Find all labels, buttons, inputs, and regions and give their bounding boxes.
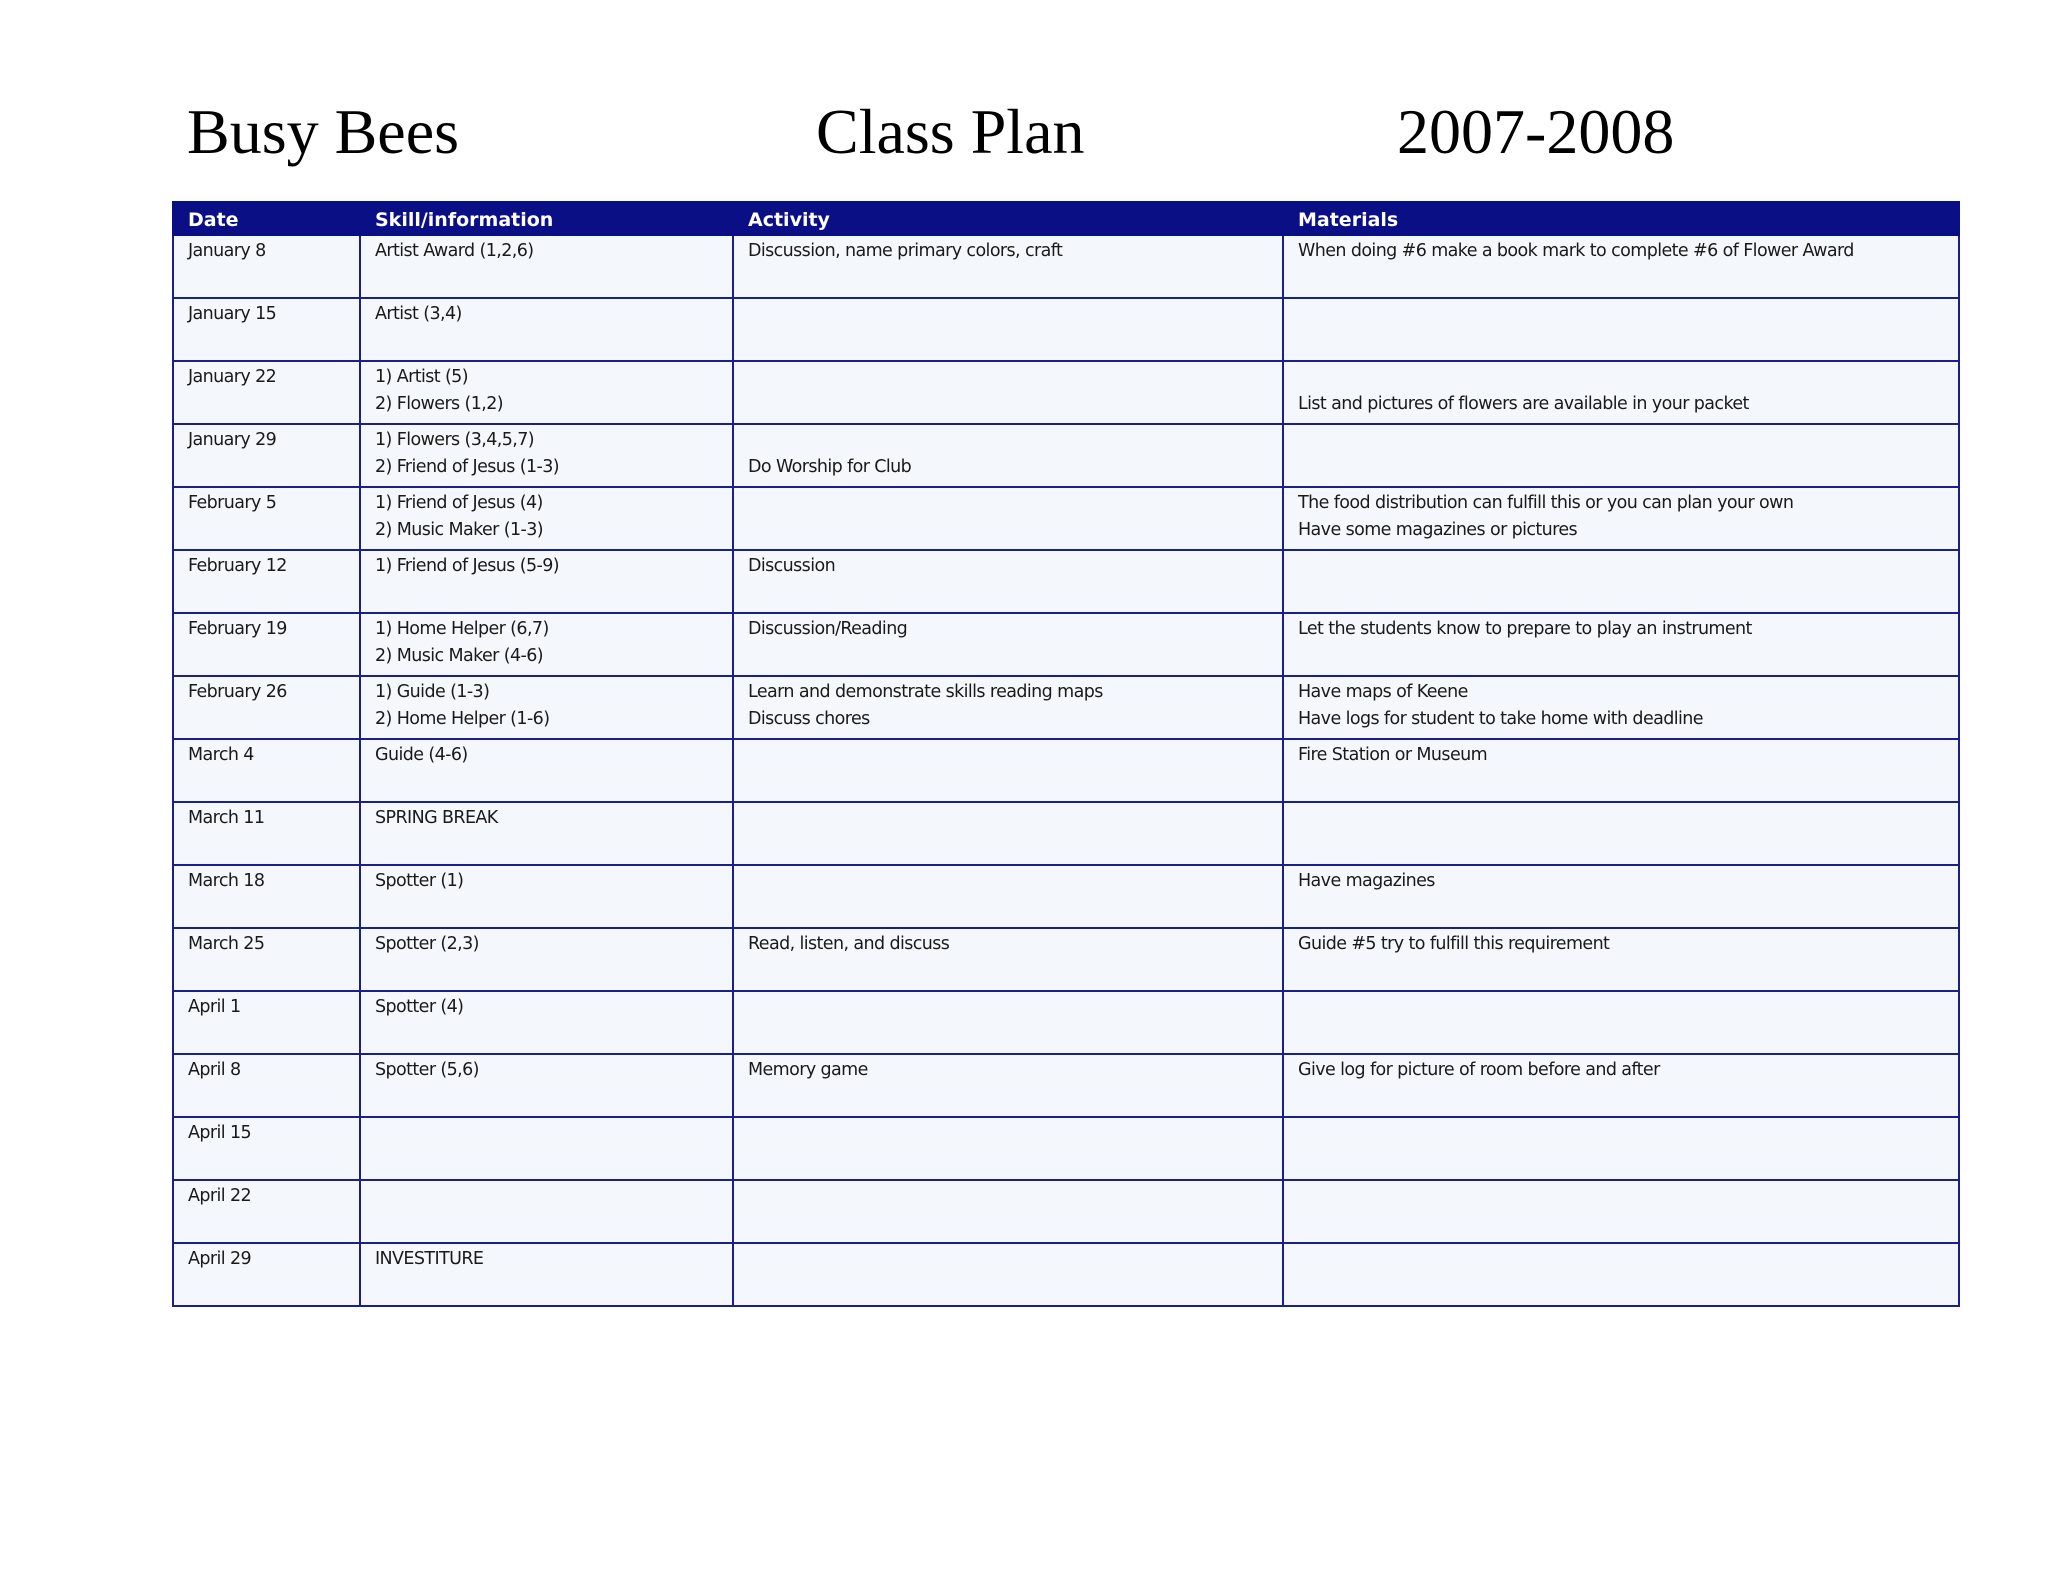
cell-date-text: March 11 xyxy=(188,808,265,828)
cell-skill-text: Artist (3,4) xyxy=(375,304,462,324)
cell-materials xyxy=(1283,991,1959,1054)
cell-materials-text xyxy=(1298,364,1944,391)
cell-materials xyxy=(1283,739,1959,802)
cell-skill xyxy=(360,298,733,361)
cell-date-text: April 1 xyxy=(188,997,241,1017)
cell-date xyxy=(173,1054,360,1117)
cell-skill-text: 1) Guide (1-3) xyxy=(375,682,490,702)
cell-materials-text: Guide #5 try to fulfill this requirement xyxy=(1298,934,1610,954)
cell-materials-text: List and pictures of flowers are available in your packet xyxy=(1298,394,1749,414)
cell-materials-text: Give log for picture of room before and after xyxy=(1298,1060,1660,1080)
cell-materials-text: Let the students know to prepare to play an instrument xyxy=(1298,619,1752,639)
cell-materials-text: The food distribution can fulfill this or you can plan your own xyxy=(1298,493,1794,513)
cell-date-text: January 22 xyxy=(188,367,277,387)
cell-skill xyxy=(360,739,733,802)
cell-date xyxy=(173,235,360,298)
cell-activity xyxy=(733,613,1283,676)
cell-activity xyxy=(733,676,1283,739)
table-row xyxy=(173,613,1959,676)
cell-date-text: April 8 xyxy=(188,1060,241,1080)
cell-activity-text: Discussion/Reading xyxy=(748,619,908,639)
cell-skill xyxy=(360,865,733,928)
table-row xyxy=(173,424,1959,487)
cell-date-text: February 26 xyxy=(188,682,287,702)
cell-date-text: January 29 xyxy=(188,430,277,450)
cell-materials xyxy=(1283,928,1959,991)
class-plan-table xyxy=(172,201,1960,1307)
cell-skill xyxy=(360,361,733,424)
cell-activity-text: Read, listen, and discuss xyxy=(748,934,950,954)
title-year: 2007-2008 xyxy=(1397,96,1675,167)
table-row xyxy=(173,1117,1959,1180)
cell-materials xyxy=(1283,361,1959,424)
cell-activity-text: Do Worship for Club xyxy=(748,457,912,477)
cell-date xyxy=(173,613,360,676)
cell-date-text: February 19 xyxy=(188,619,287,639)
table-row xyxy=(173,739,1959,802)
cell-activity xyxy=(733,865,1283,928)
cell-skill-text: SPRING BREAK xyxy=(375,808,498,828)
cell-skill-text: Spotter (1) xyxy=(375,871,464,891)
cell-skill xyxy=(360,802,733,865)
cell-skill-text: Artist Award (1,2,6) xyxy=(375,241,534,261)
cell-activity-text: Discussion xyxy=(748,556,836,576)
cell-date xyxy=(173,802,360,865)
column-header-date: Date xyxy=(173,202,360,235)
cell-skill xyxy=(360,1243,733,1306)
column-header-skill: Skill/information xyxy=(360,202,733,235)
cell-activity xyxy=(733,1054,1283,1117)
cell-activity-text: Memory game xyxy=(748,1060,868,1080)
cell-date xyxy=(173,298,360,361)
cell-materials xyxy=(1283,865,1959,928)
table-row xyxy=(173,865,1959,928)
cell-materials-text: When doing #6 make a book mark to complete #6 of Flower Award xyxy=(1298,241,1854,261)
cell-date xyxy=(173,1180,360,1243)
table-row xyxy=(173,676,1959,739)
cell-date xyxy=(173,739,360,802)
cell-activity xyxy=(733,1117,1283,1180)
cell-materials-text: Have some magazines or pictures xyxy=(1298,520,1578,540)
cell-materials xyxy=(1283,1243,1959,1306)
table-row xyxy=(173,1054,1959,1117)
cell-activity xyxy=(733,739,1283,802)
cell-skill-text: Guide (4-6) xyxy=(375,745,468,765)
cell-date xyxy=(173,991,360,1054)
cell-date-text: March 4 xyxy=(188,745,254,765)
cell-activity xyxy=(733,361,1283,424)
cell-activity xyxy=(733,235,1283,298)
cell-date xyxy=(173,1243,360,1306)
cell-materials-text: Have logs for student to take home with deadline xyxy=(1298,709,1703,729)
cell-activity-text: Learn and demonstrate skills reading maps xyxy=(748,682,1103,702)
cell-materials-text: Have magazines xyxy=(1298,871,1435,891)
cell-date-text: April 22 xyxy=(188,1186,252,1206)
cell-activity xyxy=(733,991,1283,1054)
cell-materials xyxy=(1283,550,1959,613)
cell-skill-text: Spotter (5,6) xyxy=(375,1060,479,1080)
cell-activity xyxy=(733,424,1283,487)
cell-materials xyxy=(1283,235,1959,298)
cell-activity xyxy=(733,1243,1283,1306)
cell-date xyxy=(173,424,360,487)
table-row xyxy=(173,361,1959,424)
title-document-name: Class Plan xyxy=(816,96,1085,167)
cell-skill xyxy=(360,613,733,676)
cell-skill-text: 1) Friend of Jesus (4) xyxy=(375,493,543,513)
cell-skill-text: 2) Home Helper (1-6) xyxy=(375,709,550,729)
cell-activity-text: Discussion, name primary colors, craft xyxy=(748,241,1063,261)
cell-skill-text: 1) Flowers (3,4,5,7) xyxy=(375,430,534,450)
table-row xyxy=(173,802,1959,865)
table-row xyxy=(173,1180,1959,1243)
cell-skill xyxy=(360,928,733,991)
cell-skill xyxy=(360,1117,733,1180)
cell-materials xyxy=(1283,1180,1959,1243)
column-header-activity: Activity xyxy=(733,202,1283,235)
cell-date-text: April 29 xyxy=(188,1249,252,1269)
cell-materials-text: Fire Station or Museum xyxy=(1298,745,1488,765)
cell-activity-text xyxy=(748,427,1268,454)
table-body xyxy=(173,235,1959,1306)
cell-skill-text: 2) Music Maker (4-6) xyxy=(375,646,543,666)
cell-skill-text: 2) Music Maker (1-3) xyxy=(375,520,543,540)
table-row xyxy=(173,928,1959,991)
cell-materials-text: Have maps of Keene xyxy=(1298,682,1468,702)
cell-date-text: March 25 xyxy=(188,934,265,954)
cell-materials xyxy=(1283,613,1959,676)
table-row xyxy=(173,487,1959,550)
cell-skill xyxy=(360,991,733,1054)
cell-date-text: February 12 xyxy=(188,556,287,576)
cell-date-text: April 15 xyxy=(188,1123,252,1143)
cell-materials xyxy=(1283,298,1959,361)
cell-date-text: January 15 xyxy=(188,304,277,324)
table-row xyxy=(173,298,1959,361)
cell-activity-text: Discuss chores xyxy=(748,709,870,729)
cell-activity xyxy=(733,298,1283,361)
table-row xyxy=(173,235,1959,298)
cell-activity xyxy=(733,928,1283,991)
cell-activity xyxy=(733,487,1283,550)
cell-date xyxy=(173,1117,360,1180)
cell-activity xyxy=(733,550,1283,613)
cell-date xyxy=(173,550,360,613)
cell-skill xyxy=(360,1054,733,1117)
cell-date-text: February 5 xyxy=(188,493,277,513)
cell-materials xyxy=(1283,487,1959,550)
cell-date xyxy=(173,676,360,739)
column-header-materials: Materials xyxy=(1283,202,1959,235)
cell-skill-text: 1) Home Helper (6,7) xyxy=(375,619,549,639)
table-row xyxy=(173,550,1959,613)
cell-skill xyxy=(360,487,733,550)
cell-skill-text: INVESTITURE xyxy=(375,1249,484,1269)
cell-skill xyxy=(360,676,733,739)
cell-skill xyxy=(360,1180,733,1243)
cell-materials xyxy=(1283,1117,1959,1180)
cell-materials xyxy=(1283,1054,1959,1117)
cell-skill-text: 1) Friend of Jesus (5-9) xyxy=(375,556,559,576)
cell-date-text: January 8 xyxy=(188,241,266,261)
cell-skill xyxy=(360,424,733,487)
table-header-row xyxy=(173,202,1959,235)
cell-materials xyxy=(1283,676,1959,739)
cell-activity xyxy=(733,1180,1283,1243)
cell-date-text: March 18 xyxy=(188,871,265,891)
cell-skill-text: Spotter (4) xyxy=(375,997,464,1017)
cell-skill-text: 2) Friend of Jesus (1-3) xyxy=(375,457,559,477)
cell-date xyxy=(173,865,360,928)
cell-activity xyxy=(733,802,1283,865)
table-row xyxy=(173,1243,1959,1306)
title-club-name: Busy Bees xyxy=(187,96,459,167)
cell-skill-text: Spotter (2,3) xyxy=(375,934,479,954)
cell-date xyxy=(173,361,360,424)
cell-skill-text: 2) Flowers (1,2) xyxy=(375,394,503,414)
cell-date xyxy=(173,928,360,991)
cell-date xyxy=(173,487,360,550)
cell-skill xyxy=(360,550,733,613)
cell-skill xyxy=(360,235,733,298)
cell-skill-text: 1) Artist (5) xyxy=(375,367,468,387)
cell-materials xyxy=(1283,424,1959,487)
cell-materials xyxy=(1283,802,1959,865)
table-row xyxy=(173,991,1959,1054)
